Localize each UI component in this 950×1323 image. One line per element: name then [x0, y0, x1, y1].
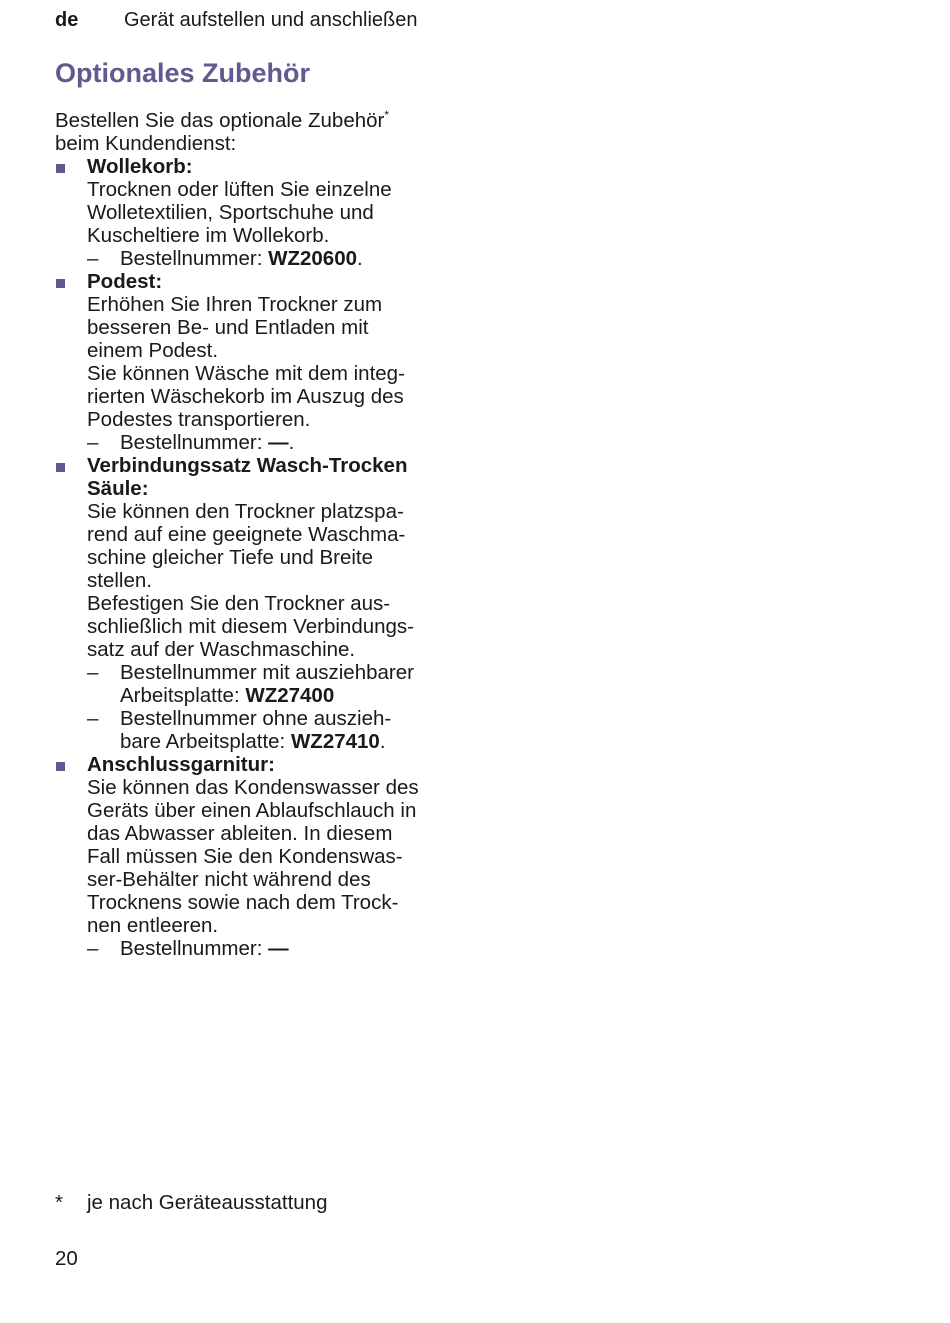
square-bullet-icon: [56, 164, 65, 173]
item-title: Wollekorb:: [87, 155, 193, 178]
order-number: —: [268, 937, 289, 960]
order-label-continued: Arbeitsplatte:: [120, 684, 240, 707]
order-suffix: .: [288, 431, 295, 454]
item-text-line: Erhöhen Sie Ihren Trockner zum: [87, 293, 383, 316]
intro-text: [55, 109, 465, 155]
square-bullet-icon: [56, 762, 65, 771]
footnote-star: *: [55, 1191, 63, 1214]
item-text-line: besseren Be- und Entladen mit: [87, 316, 369, 339]
item-text-line: einem Podest.: [87, 339, 219, 362]
item-text-line: Geräts über einen Ablaufschlauch in: [87, 799, 417, 822]
order-number-line: [87, 431, 465, 454]
order-suffix: .: [379, 730, 386, 753]
item-text-line: Kuscheltiere im Wollekorb.: [87, 224, 330, 247]
square-bullet-icon: [56, 279, 65, 288]
order-label: Bestellnummer:: [120, 937, 263, 960]
dash-marker: –: [87, 661, 99, 684]
language-code: de: [55, 9, 79, 31]
item-title-continued: Säule:: [87, 477, 149, 500]
list-item-podest: [55, 270, 465, 454]
item-title: Anschlussgarnitur:: [87, 753, 275, 776]
item-text-line: schließlich mit diesem Verbindungs-: [87, 615, 414, 638]
list-item-anschlussgarnitur: [55, 753, 465, 960]
list-item-verbindungssatz: [55, 454, 465, 753]
item-text-line: rierten Wäschekorb im Auszug des: [87, 385, 404, 408]
item-text-line: Trocknens sowie nach dem Trock-: [87, 891, 399, 914]
page-title: Optionales Zubehör: [55, 58, 311, 88]
order-number-line: [87, 707, 465, 753]
order-suffix: .: [357, 247, 363, 270]
list-item-wollekorb: [55, 155, 465, 270]
footnote-marker: *: [384, 108, 390, 122]
order-label: Bestellnummer:: [120, 431, 263, 454]
order-number: —: [268, 431, 289, 454]
page-number: 20: [55, 1247, 78, 1270]
dash-marker: –: [87, 707, 99, 730]
item-text-line: nen entleeren.: [87, 914, 219, 937]
order-label: Bestellnummer ohne auszieh-: [120, 707, 392, 730]
order-number-line: [87, 247, 465, 270]
order-number-line: [87, 661, 465, 707]
item-text-line: Wolletextilien, Sportschuhe und: [87, 201, 374, 224]
item-text-line: Sie können Wäsche mit dem integ-: [87, 362, 405, 385]
intro-line-2: beim Kundendienst:: [55, 132, 237, 155]
item-text-line: stellen.: [87, 569, 152, 592]
item-text-line: das Abwasser ableiten. In diesem: [87, 822, 393, 845]
item-text-line: Trocknen oder lüften Sie einzelne: [87, 178, 392, 201]
item-title: Verbindungssatz Wasch-Trocken: [87, 454, 408, 477]
dash-marker: –: [87, 247, 99, 270]
item-title: Podest:: [87, 270, 163, 293]
footnote-text: je nach Geräteausstattung: [87, 1191, 328, 1214]
item-text-line: Fall müssen Sie den Kondenswas-: [87, 845, 403, 868]
dash-marker: –: [87, 937, 99, 960]
item-text-line: Podestes transportieren.: [87, 408, 311, 431]
content-column: [55, 109, 465, 960]
item-text-line: rend auf eine geeignete Waschma-: [87, 523, 406, 546]
order-label: Bestellnummer mit ausziehbarer: [120, 661, 414, 684]
order-number: WZ27400: [245, 684, 335, 707]
order-label: Bestellnummer:: [120, 247, 263, 270]
order-label-continued: bare Arbeitsplatte:: [120, 730, 286, 753]
intro-line-1: Bestellen Sie das optionale Zubehör: [55, 109, 385, 132]
item-text-line: schine gleicher Tiefe und Breite: [87, 546, 374, 569]
item-text-line: Sie können das Kondenswasser des: [87, 776, 419, 799]
dash-marker: –: [87, 431, 99, 454]
order-number-line: [87, 937, 465, 960]
section-header: Gerät aufstellen und anschließen: [124, 9, 418, 31]
order-number: WZ27410: [290, 730, 380, 753]
order-number: WZ20600: [268, 247, 358, 270]
item-text-line: Befestigen Sie den Trockner aus-: [87, 592, 391, 615]
square-bullet-icon: [56, 463, 65, 472]
item-text-line: ser-Behälter nicht während des: [87, 868, 371, 891]
item-text-line: Sie können den Trockner platzspa-: [87, 500, 404, 523]
item-text-line: satz auf der Waschmaschine.: [87, 638, 356, 661]
